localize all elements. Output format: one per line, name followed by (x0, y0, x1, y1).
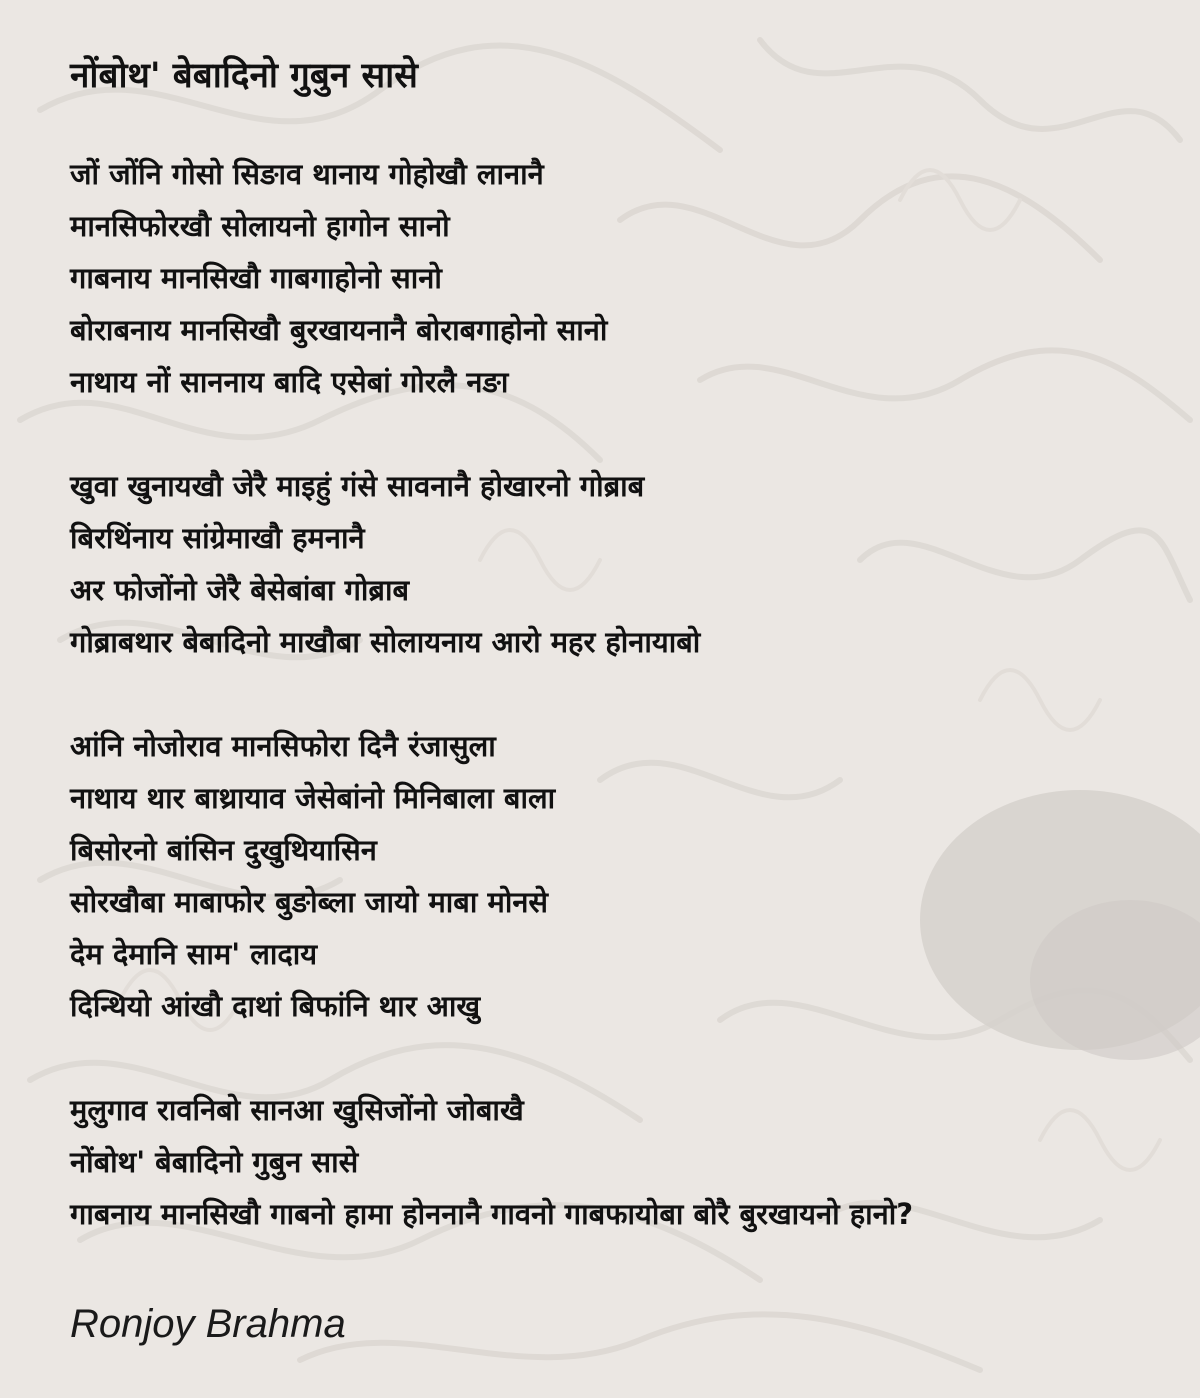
poem-line: बोराबनाय मानसिखौ बुरखायनानै बोराबगाहोनो सानो (70, 313, 608, 347)
poem-line: बिरथिंनाय सांग्रेमाखौ हमनानै (70, 521, 365, 555)
poem-line: जों जोंनि गोसो सिङाव थानाय गोहोखौ लानानै (70, 157, 544, 191)
poem-title: नोंबोथ' बेबादिनो गुबुन सासे (70, 56, 418, 96)
poem-author: Ronjoy Brahma (70, 1302, 346, 1346)
poem-line: अर फोजोंनो जेरै बेसेबांबा गोब्राब (70, 573, 410, 607)
stanza-2 (70, 460, 700, 668)
poem-line: मानसिफोरखौ सोलायनो हागोन सानो (70, 209, 450, 243)
poem-line: बिसोरनो बांसिन दुखुथियासिन (70, 833, 377, 867)
stanza-1 (70, 148, 607, 408)
poem-line: नोंबोथ' बेबादिनो गुबुन सासे (70, 1145, 359, 1179)
poem-line: मुलुगाव रावनिबो सानआ खुसिजोंनो जोबाखै (70, 1093, 524, 1127)
poem-line: गाबनाय मानसिखौ गाबगाहोनो सानो (70, 261, 442, 295)
poem-line: दिन्थियो आंखौ दाथां बिफांनि थार आखु (70, 989, 481, 1023)
poem-line: सोरखौबा माबाफोर बुङोब्ला जायो माबा मोनसे (70, 885, 549, 919)
poem-line: आंनि नोजोराव मानसिफोरा दिनै रंजासुला (70, 729, 496, 763)
poem-line: गोब्राबथार बेबादिनो माखौबा सोलायनाय आरो महर होनायाबो (70, 625, 701, 659)
stanza-3 (70, 720, 555, 1032)
poem-line: खुवा खुनायखौ जेरै माइहुं गंसे सावनानै होखारनो गोब्राब (70, 469, 645, 503)
stanza-4 (70, 1084, 913, 1240)
poem-line: नाथाय नों साननाय बादि एसेबां गोरलै नङा (70, 365, 509, 399)
poem-line: नाथाय थार बाथ्रायाव जेसेबांनो मिनिबाला बाला (70, 781, 556, 815)
poem-line: गाबनाय मानसिखौ गाबनो हामा होननानै गावनो गाबफायोबा बोरै बुरखायनो हानो? (70, 1197, 914, 1231)
poem-line: देम देमानि साम' लादाय (70, 937, 318, 971)
